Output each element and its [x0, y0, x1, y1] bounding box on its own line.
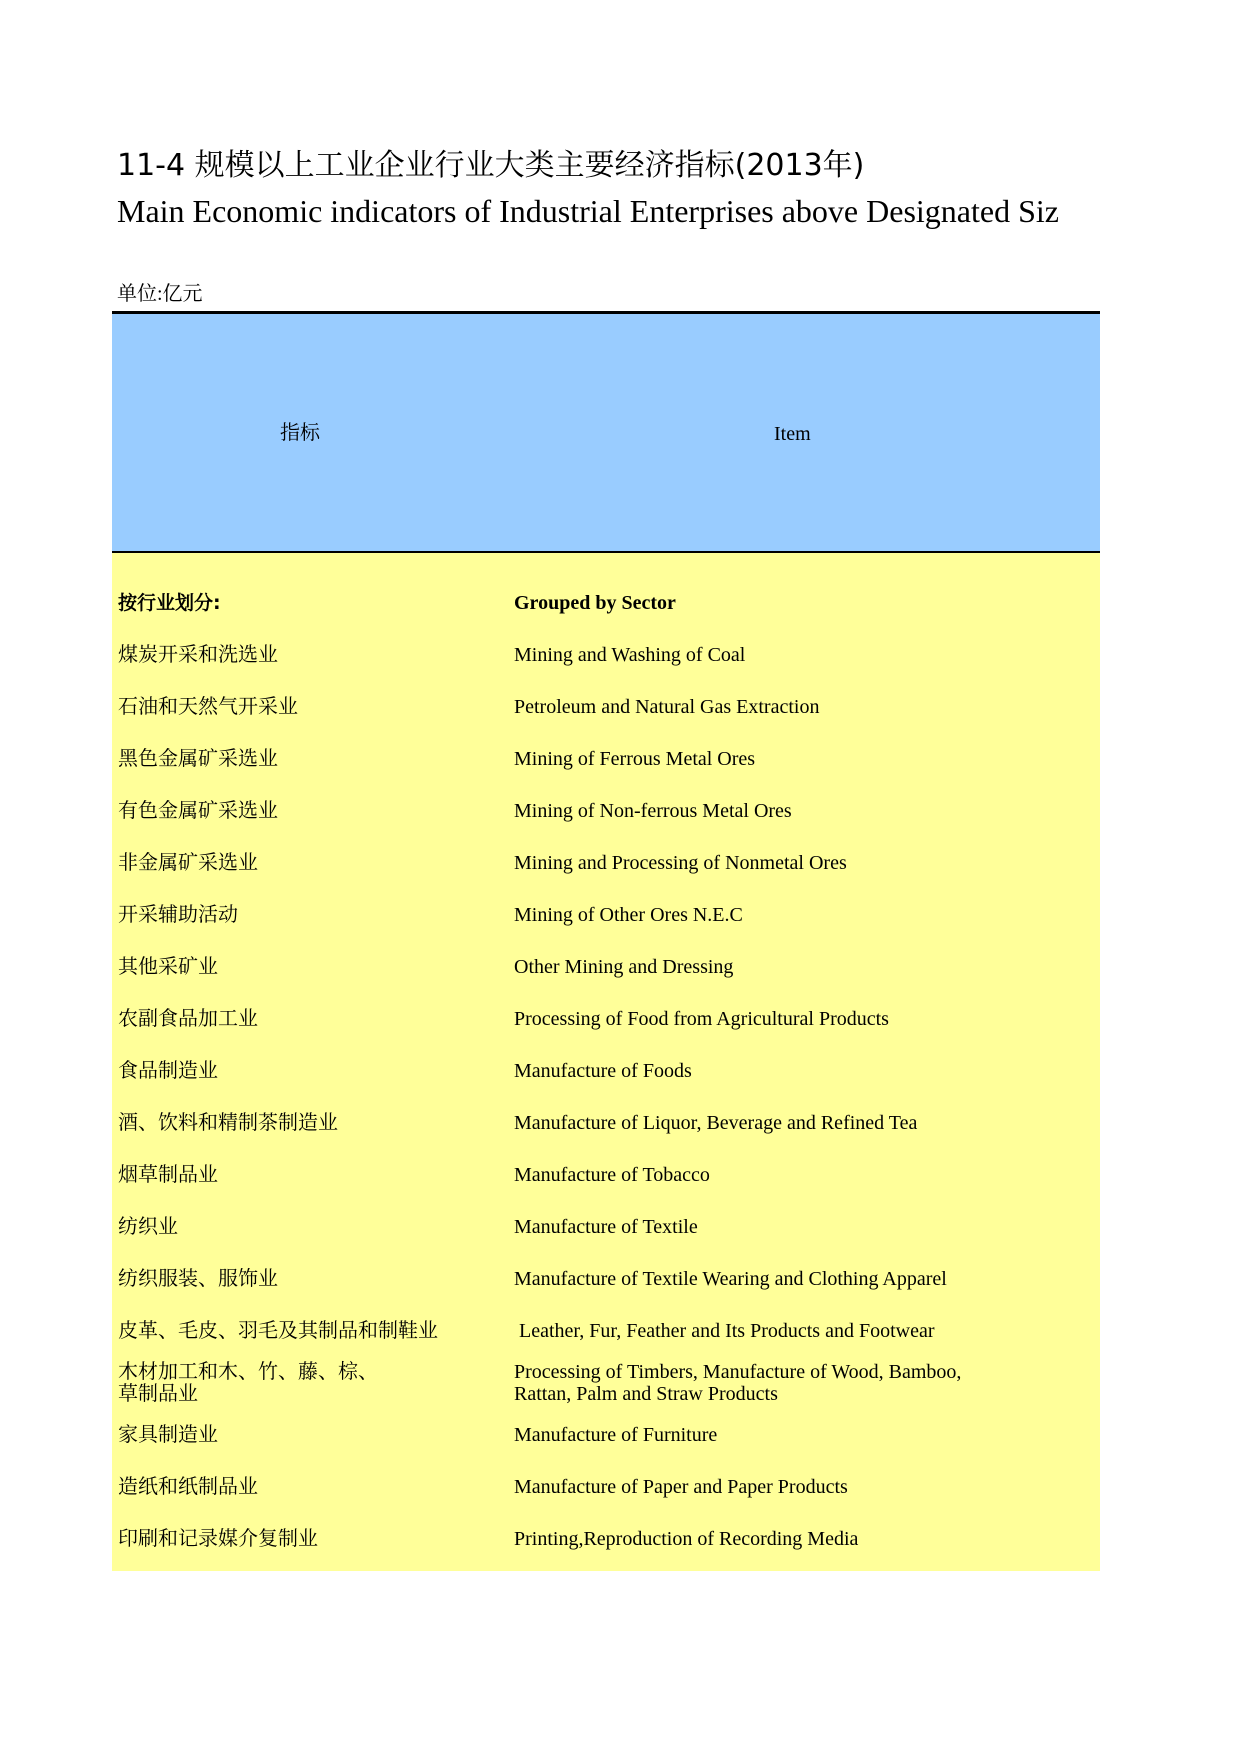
table-row — [112, 1513, 1100, 1565]
row-label-cn: 酒、饮料和精制茶制造业 — [118, 1112, 338, 1134]
row-label-en: Mining and Washing of Coal — [514, 644, 746, 666]
table-row — [112, 629, 1100, 681]
indicator-table — [112, 311, 1100, 1571]
row-label-cn: 有色金属矿采选业 — [118, 800, 278, 822]
row-label-cn: 纺织服装、服饰业 — [118, 1268, 278, 1290]
table-row — [112, 1305, 1100, 1357]
row-label-en: Grouped by Sector — [514, 592, 676, 614]
table-row — [112, 733, 1100, 785]
row-label-en: Manufacture of Textile Wearing and Clothing Apparel — [514, 1268, 947, 1290]
table-row — [112, 993, 1100, 1045]
row-label-en: Printing,Reproduction of Recording Media — [514, 1528, 859, 1550]
row-label-en: Manufacture of Textile — [514, 1216, 698, 1238]
row-label-en: Mining of Ferrous Metal Ores — [514, 748, 756, 770]
table-row — [112, 1461, 1100, 1513]
row-label-en: Leather, Fur, Feather and Its Products and Footwear — [519, 1320, 935, 1342]
row-label-en: Manufacture of Tobacco — [514, 1164, 710, 1186]
page-title-en: Main Economic indicators of Industrial Enterprises above Designated Siz — [117, 193, 1059, 229]
row-label-en: Mining and Processing of Nonmetal Ores — [514, 852, 847, 874]
row-label-cn: 食品制造业 — [118, 1060, 218, 1082]
table-row — [112, 785, 1100, 837]
row-label-cn: 其他采矿业 — [118, 956, 218, 978]
row-label-en: Manufacture of Foods — [514, 1060, 692, 1082]
row-label-cn: 按行业划分: — [118, 592, 221, 614]
row-label-en: Processing of Food from Agricultural Products — [514, 1008, 889, 1030]
row-label-cn: 煤炭开采和洗选业 — [118, 644, 278, 666]
row-label-en: Mining of Non-ferrous Metal Ores — [514, 800, 792, 822]
table-row — [112, 1253, 1100, 1305]
table-row — [112, 941, 1100, 993]
row-label-en: Petroleum and Natural Gas Extraction — [514, 696, 820, 718]
row-label-cn: 非金属矿采选业 — [118, 852, 258, 874]
row-label-cn: 石油和天然气开采业 — [118, 696, 298, 718]
table-body — [112, 553, 1100, 1571]
row-label-cn: 皮革、毛皮、羽毛及其制品和制鞋业 — [118, 1320, 438, 1342]
table-row — [112, 1149, 1100, 1201]
row-label-cn: 黑色金属矿采选业 — [118, 748, 278, 770]
row-label-en: Mining of Other Ores N.E.C — [514, 904, 743, 926]
table-row — [112, 681, 1100, 733]
table-row — [112, 1045, 1100, 1097]
row-label-cn: 开采辅助活动 — [118, 904, 238, 926]
row-label-en: Processing of Timbers, Manufacture of Wood, Bamboo, Rattan, Palm and Straw Products — [514, 1361, 962, 1405]
table-row — [112, 889, 1100, 941]
row-label-cn: 木材加工和木、竹、藤、棕、 草制品业 — [118, 1361, 378, 1405]
table-header — [112, 311, 1100, 553]
unit-label: 单位:亿元 — [117, 283, 203, 305]
table-row — [112, 1409, 1100, 1461]
row-label-en: Manufacture of Furniture — [514, 1424, 718, 1446]
row-label-en: Manufacture of Liquor, Beverage and Refined Tea — [514, 1112, 918, 1134]
table-row — [112, 837, 1100, 889]
header-en: Item — [774, 423, 811, 445]
row-label-en: Other Mining and Dressing — [514, 956, 734, 978]
row-label-cn: 农副食品加工业 — [118, 1008, 258, 1030]
table-row — [112, 1357, 1100, 1409]
table-row — [112, 1201, 1100, 1253]
row-label-cn: 造纸和纸制品业 — [118, 1476, 258, 1498]
table-row — [112, 1097, 1100, 1149]
row-label-cn: 家具制造业 — [118, 1424, 218, 1446]
header-cn: 指标 — [280, 422, 320, 444]
page-title-cn: 11-4 规模以上工业企业行业大类主要经济指标(2013年) — [117, 148, 865, 183]
row-label-cn: 纺织业 — [118, 1216, 178, 1238]
row-label-cn: 印刷和记录媒介复制业 — [118, 1528, 318, 1550]
row-label-en: Manufacture of Paper and Paper Products — [514, 1476, 848, 1498]
table-row — [112, 577, 1100, 629]
row-label-cn: 烟草制品业 — [118, 1164, 218, 1186]
